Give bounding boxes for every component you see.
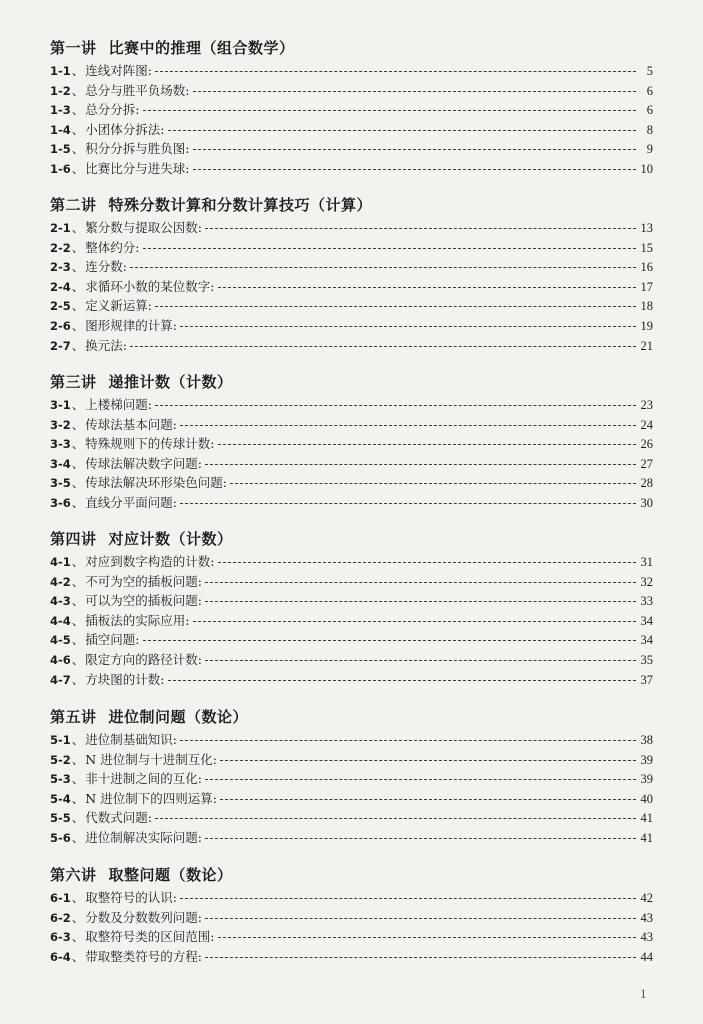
dot-leader [155,306,636,307]
entry-page: 38 [640,733,653,747]
entry-label: 取整符号的认识: [85,890,178,905]
entry-page: 23 [640,398,653,412]
dot-leader [180,326,636,327]
section-title [50,708,653,726]
section-title [50,196,653,214]
toc-section [50,39,653,179]
dot-leader [168,680,636,681]
entry-label: 总分与胜平负场数: [85,82,190,98]
entry-label: 繁分数与提取公因数: [85,220,203,235]
toc-section [50,530,653,689]
dot-leader [193,621,636,622]
toc-entry[interactable]: 4-7 、 方块图的计数: 37 [50,671,653,687]
dot-leader [205,464,636,465]
section-number: 第五讲 [50,708,97,726]
toc-section [50,373,653,513]
entry-label: 传球法解决数字问题: [85,455,203,471]
dot-leader [205,582,636,583]
entry-label: 分数及分数数列问题: [85,909,203,925]
dot-leader [155,71,636,72]
toc-entry[interactable]: 3-1 、 上楼梯问题: 23 [50,397,653,412]
toc-entry[interactable]: 1-4 、 小团体分拆法: 8 [50,121,653,137]
toc-entry[interactable]: 4-6 、 限定方向的路径计数: 35 [50,651,653,667]
entry-label: 可以为空的插板问题: [85,593,203,609]
dot-leader [130,267,636,268]
entry-page: 6 [646,83,653,98]
page-number: 1 [640,986,647,1001]
entry-label: 代数式问题: [85,810,153,826]
entry-label: 求循环小数的某位数字: [85,278,215,294]
section-name: 进位制问题（数论） [108,708,249,726]
entry-label: 进位制解决实际问题: [85,829,203,845]
entry-label: 直线分平面问题: [85,494,178,510]
dot-leader [130,346,636,347]
section-name: 递推计数（计数） [108,373,233,391]
entry-page: 42 [640,891,653,905]
entry-page: 17 [640,279,653,294]
entry-page: 5 [646,64,653,78]
entry-page: 43 [640,930,653,945]
dot-leader [155,405,636,406]
entry-page: 35 [640,652,653,667]
dot-leader [205,601,636,602]
toc-section [50,708,653,848]
dot-leader [143,248,636,249]
toc-entry[interactable]: 5-3 、 非十进制之间的互化: 39 [50,771,653,787]
toc-entry[interactable]: 1-2 、 总分与胜平负场数: 6 [50,82,653,98]
toc-entries [50,730,653,848]
section-title [50,373,653,391]
entry-page: 32 [640,574,653,589]
entry-page: 18 [640,299,653,314]
toc-entry[interactable]: 3-4 、 传球法解决数字问题: 27 [50,455,653,471]
entry-label: 进位制基础知识: [85,732,178,747]
toc-entry[interactable]: 6-1 、 取整符号的认识: 42 [50,890,653,905]
toc-entry[interactable]: 4-3 、 可以为空的插板问题: 33 [50,593,653,609]
dot-leader [218,444,636,445]
toc-entry[interactable]: 4-5 、 插空问题: 34 [50,632,653,648]
dot-leader [155,818,636,819]
dot-leader [193,91,636,92]
entry-page: 13 [640,221,653,235]
section-name: 取整问题（数论） [108,866,233,884]
entry-label: 插空问题: [85,632,140,648]
dot-leader [143,640,636,641]
entry-label: 对应到数字构造的计数: [85,554,215,569]
toc-entry[interactable]: 4-2 、 不可为空的插板问题: 32 [50,573,653,589]
entry-label: N 进位制与十进制互化: [85,751,217,767]
dot-leader [205,957,636,958]
entry-page: 34 [640,633,653,648]
entry-label: 特殊规则下的传球计数: [85,436,215,452]
entry-page: 16 [640,260,653,275]
toc-entries [50,552,653,689]
dot-leader [218,937,636,938]
section-number: 第一讲 [50,39,97,57]
toc-entry[interactable]: 1-5 、 积分分拆与胜负图: 9 [50,141,653,157]
dot-leader [218,287,636,288]
entry-label: 不可为空的插板问题: [85,573,203,589]
toc-entry[interactable]: 2-1 、 繁分数与提取公因数: 13 [50,220,653,235]
entry-page: 28 [640,476,653,491]
entry-page: 21 [640,338,653,353]
entry-page: 39 [640,772,653,787]
dot-leader [180,425,636,426]
entry-page: 8 [646,122,653,137]
toc-entry[interactable]: 5-4 、 N 进位制下的四则运算: 40 [50,790,653,806]
entry-label: 小团体分拆法: [85,121,165,137]
entry-page: 41 [640,830,653,845]
toc-entries [50,218,653,355]
dot-leader [143,110,636,111]
dot-leader [205,660,636,661]
toc-entry[interactable]: 5-2 、 N 进位制与十进制互化: 39 [50,751,653,767]
entry-label: 总分分拆: [85,102,140,118]
entry-page: 41 [640,811,653,826]
dot-leader [180,740,636,741]
entry-page: 37 [640,672,653,687]
toc-entry[interactable]: 1-1 、 连线对阵图: 5 [50,63,653,78]
entry-label: 连线对阵图: [85,63,153,78]
toc-entry[interactable]: 3-3 、 特殊规则下的传球计数: 26 [50,436,653,452]
dot-leader [230,483,636,484]
toc-entry[interactable]: 3-5 、 传球法解决环形染色问题: 28 [50,475,653,491]
section-number: 第二讲 [50,196,97,214]
section-title [50,39,653,57]
toc-entry[interactable]: 4-4 、 插板法的实际应用: 34 [50,612,653,628]
entry-page: 24 [640,417,653,432]
toc-entry[interactable]: 6-4 、 带取整类符号的方程: 44 [50,948,653,964]
dot-leader [220,799,636,800]
toc-entry[interactable]: 1-3 、 总分分拆: 6 [50,102,653,118]
entry-page: 15 [640,240,653,255]
entry-page: 43 [640,910,653,925]
entry-page: 40 [640,791,653,806]
toc-entry[interactable]: 5-5 、 代数式问题: 41 [50,810,653,826]
toc-entries [50,888,653,966]
toc-entry[interactable]: 2-5 、 定义新运算: 18 [50,298,653,314]
section-number: 第六讲 [50,866,97,884]
entry-page: 30 [640,495,653,510]
entry-label: 传球法基本问题: [85,416,178,432]
entry-page: 34 [640,613,653,628]
dot-leader [205,918,636,919]
toc-entry[interactable]: 3-6 、 直线分平面问题: 30 [50,494,653,510]
entry-page: 31 [640,555,653,569]
toc-entry[interactable]: 5-1 、 进位制基础知识: 38 [50,732,653,747]
toc-entry[interactable]: 2-4 、 求循环小数的某位数字: 17 [50,278,653,294]
toc-entries [50,61,653,179]
toc-entries [50,395,653,513]
toc-entry[interactable]: 6-3 、 取整符号类的区间范围: 43 [50,929,653,945]
dot-leader [180,898,636,899]
toc-entry[interactable]: 2-7 、 换元法: 21 [50,337,653,353]
toc-entry[interactable]: 2-6 、 图形规律的计算: 19 [50,317,653,333]
entry-label: 连分数: [85,259,128,275]
entry-label: N 进位制下的四则运算: [85,790,217,806]
entry-label: 上楼梯问题: [85,397,153,412]
entry-label: 非十进制之间的互化: [85,771,203,787]
entry-page: 39 [640,752,653,767]
entry-page: 33 [640,594,653,609]
entry-page: 9 [646,142,653,157]
entry-page: 26 [640,437,653,452]
dot-leader [205,779,636,780]
entry-label: 限定方向的路径计数: [85,651,203,667]
dot-leader [205,228,636,229]
dot-leader [180,503,636,504]
dot-leader [205,838,636,839]
entry-label: 方块图的计数: [85,671,165,687]
entry-label: 整体约分: [85,239,140,255]
toc-section [50,196,653,355]
toc-entry[interactable]: 6-2 、 分数及分数数列问题: 43 [50,909,653,925]
entry-label: 取整符号类的区间范围: [85,929,215,945]
toc-entry[interactable]: 2-2 、 整体约分: 15 [50,239,653,255]
dot-leader [218,562,636,563]
section-number: 第四讲 [50,530,97,548]
entry-label: 比赛比分与进失球: [85,160,190,176]
entry-page: 44 [640,949,653,964]
entry-label: 换元法: [85,337,128,353]
entry-label: 定义新运算: [85,298,153,314]
toc-entry[interactable]: 2-3 、 连分数: 16 [50,259,653,275]
dot-leader [193,149,636,150]
toc-entry[interactable]: 3-2 、 传球法基本问题: 24 [50,416,653,432]
dot-leader [220,760,636,761]
entry-page: 6 [646,103,653,118]
toc-entry[interactable]: 5-6 、 进位制解决实际问题: 41 [50,829,653,845]
toc-section [50,866,653,966]
section-name: 比赛中的推理（组合数学） [108,39,295,57]
entry-page: 10 [640,161,653,176]
dot-leader [193,169,636,170]
entry-page: 19 [640,318,653,333]
entry-label: 图形规律的计算: [85,317,178,333]
toc-entry[interactable]: 4-1 、 对应到数字构造的计数: 31 [50,554,653,569]
section-name: 特殊分数计算和分数计算技巧（计算） [108,196,373,214]
section-title [50,530,653,548]
section-number: 第三讲 [50,373,97,391]
toc-entry[interactable]: 1-6 、 比赛比分与进失球: 10 [50,160,653,176]
entry-label: 积分分拆与胜负图: [85,141,190,157]
entry-page: 27 [640,456,653,471]
section-name: 对应计数（计数） [108,530,233,548]
dot-leader [168,130,636,131]
section-title [50,866,653,884]
entry-label: 传球法解决环形染色问题: [85,475,228,491]
entry-label: 带取整类符号的方程: [85,948,203,964]
entry-label: 插板法的实际应用: [85,612,190,628]
